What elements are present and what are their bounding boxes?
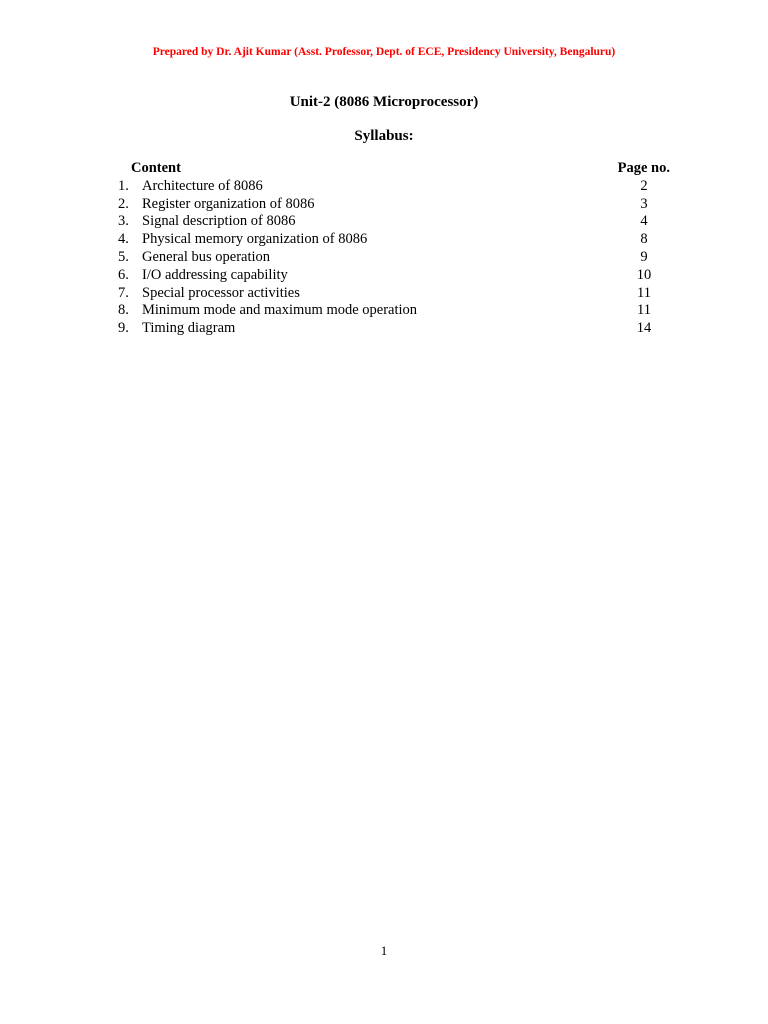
toc-item [118,196,654,214]
toc-item-label: Minimum mode and maximum mode operation [142,302,418,319]
toc-item-label: Architecture of 8086 [142,177,263,194]
toc-item [118,231,654,249]
toc-item [118,285,654,303]
toc-item-label: General bus operation [142,248,271,265]
toc-item-number: 9. [118,320,129,337]
toc-item [118,267,654,285]
toc-item-number: 8. [118,302,129,319]
toc-item-number: 7. [118,284,129,301]
toc-header-row [118,160,670,178]
toc-item-label: Physical memory organization of 8086 [142,231,368,248]
toc-item-page: 2 [640,177,648,194]
toc-item [118,178,654,196]
toc-item [118,302,654,320]
toc-item-label: I/O addressing capability [142,266,288,283]
toc-item-page: 11 [637,302,651,319]
toc-item-page: 11 [637,284,651,301]
author-note: Prepared by Dr. Ajit Kumar (Asst. Professor, Dept. of ECE, Presidency University, Bengaluru) [152,46,616,58]
toc-item-page: 4 [640,213,648,230]
toc-item [118,249,654,267]
toc-item-number: 5. [118,248,129,265]
toc-item-page: 14 [636,320,652,337]
toc-item-label: Register organization of 8086 [142,195,315,212]
syllabus-heading: Syllabus: [354,128,414,144]
toc-item [118,213,654,231]
toc-item-number: 4. [118,231,129,248]
toc-item-label: Special processor activities [142,284,300,301]
toc-item-label: Signal description of 8086 [142,213,296,230]
toc-content-header: Content [131,160,181,176]
toc-item-page: 9 [640,248,648,265]
toc-item-label: Timing diagram [142,320,236,337]
toc-item-number: 1. [118,177,129,194]
toc-item-number: 2. [118,195,129,212]
toc-item [118,320,654,338]
toc-item-number: 3. [118,213,129,230]
table-of-contents [118,160,670,338]
page-number: 1 [380,943,388,958]
page-title: Unit-2 (8086 Microprocessor) [289,94,479,110]
toc-item-number: 6. [118,266,129,283]
toc-item-page: 3 [640,195,648,212]
toc-item-page: 8 [640,231,648,248]
toc-item-page: 10 [636,266,652,283]
toc-page-header: Page no. [617,160,670,176]
